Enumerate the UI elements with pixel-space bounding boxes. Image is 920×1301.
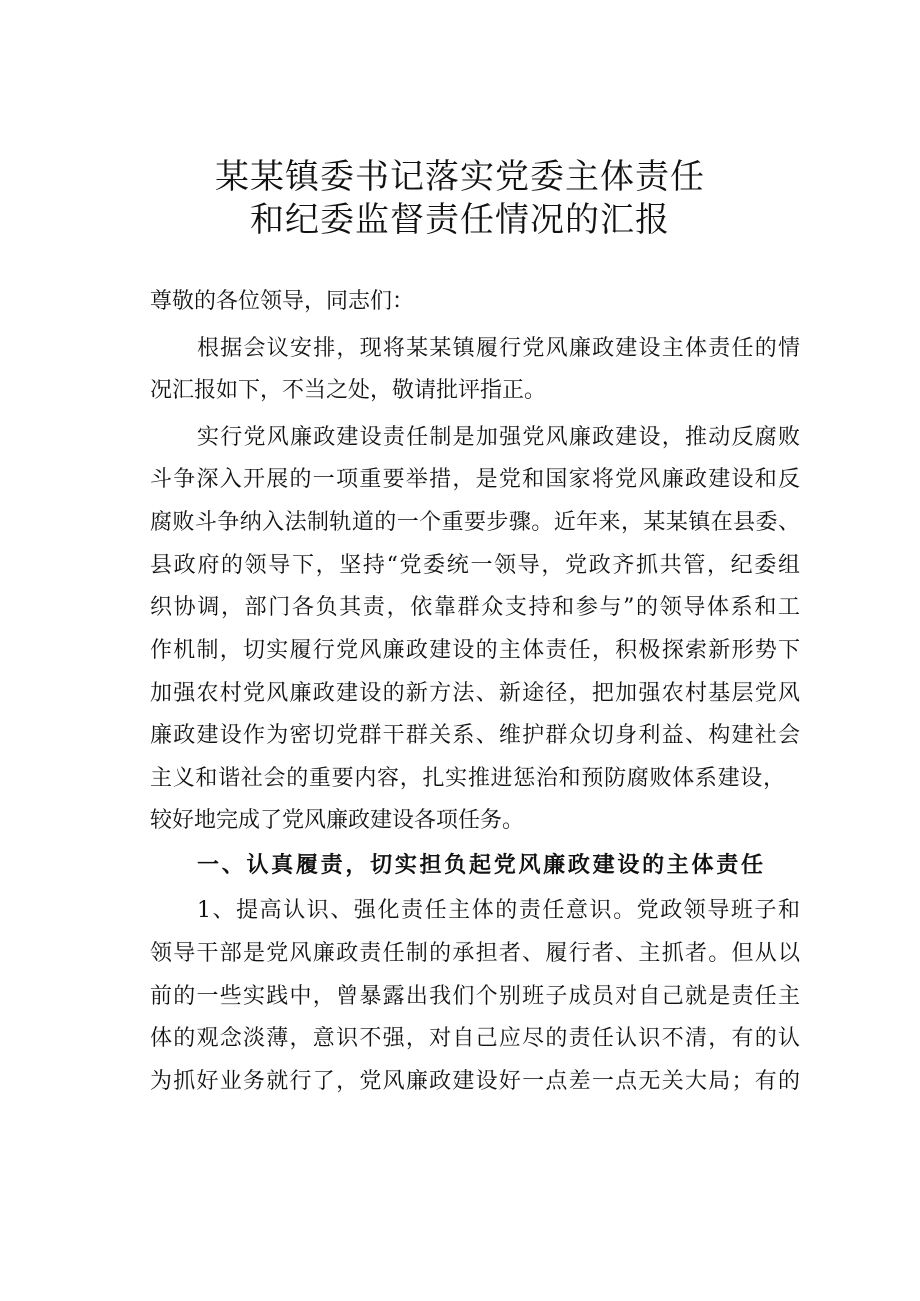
paragraph-line: 前的一些实践中，曾暴露出我们个别班子成员对自己就是责任主	[150, 984, 800, 1009]
section-heading: 一、认真履责，切实担负起党风廉政建设的主体责任	[197, 853, 763, 878]
salutation: 尊敬的各位领导，同志们：	[150, 289, 415, 314]
document-title-line-2: 和纪委监督责任情况的汇报	[250, 200, 670, 240]
paragraph-line: 体的观念淡薄，意识不强，对自己应尽的责任认识不清，有的认	[150, 1026, 800, 1051]
paragraph-line: 领导干部是党风廉政责任制的承担者、履行者、主抓者。但从以	[150, 941, 800, 966]
paragraph-line: 斗争深入开展的一项重要举措，是党和国家将党风廉政建设和反	[150, 467, 800, 492]
paragraph-line: 为抓好业务就行了，党风廉政建设好一点差一点无关大局；有的	[150, 1069, 800, 1094]
paragraph-line: 较好地完成了党风廉政建设各项任务。	[150, 808, 525, 833]
paragraph-line: 1、提高认识、强化责任主体的责任意识。党政领导班子和	[197, 898, 800, 923]
paragraph-line: 主义和谐社会的重要内容，扎实推进惩治和预防腐败体系建设，	[150, 766, 785, 791]
paragraph-line: 织协调，部门各负其责，依靠群众支持和参与”的领导体系和工	[150, 595, 800, 620]
paragraph-line: 县政府的领导下，坚持“党委统一领导，党政齐抓共管，纪委组	[150, 553, 800, 578]
paragraph-line: 根据会议安排，现将某某镇履行党风廉政建设主体责任的情	[197, 336, 800, 361]
paragraph-line: 作机制，切实履行党风廉政建设的主体责任，积极探索新形势下	[150, 638, 800, 663]
paragraph-line: 实行党风廉政建设责任制是加强党风廉政建设，推动反腐败	[197, 425, 800, 450]
paragraph-line: 廉政建设作为密切党群干群关系、维护群众切身利益、构建社会	[150, 723, 800, 748]
paragraph-line: 腐败斗争纳入法制轨道的一个重要步骤。近年来，某某镇在县委、	[150, 510, 800, 535]
paragraph-line: 加强农村党风廉政建设的新方法、新途径，把加强农村基层党风	[150, 681, 800, 706]
document-title-line-1: 某某镇委书记落实党委主体责任	[215, 157, 705, 197]
paragraph-line: 况汇报如下，不当之处，敬请批评指正。	[150, 378, 547, 403]
